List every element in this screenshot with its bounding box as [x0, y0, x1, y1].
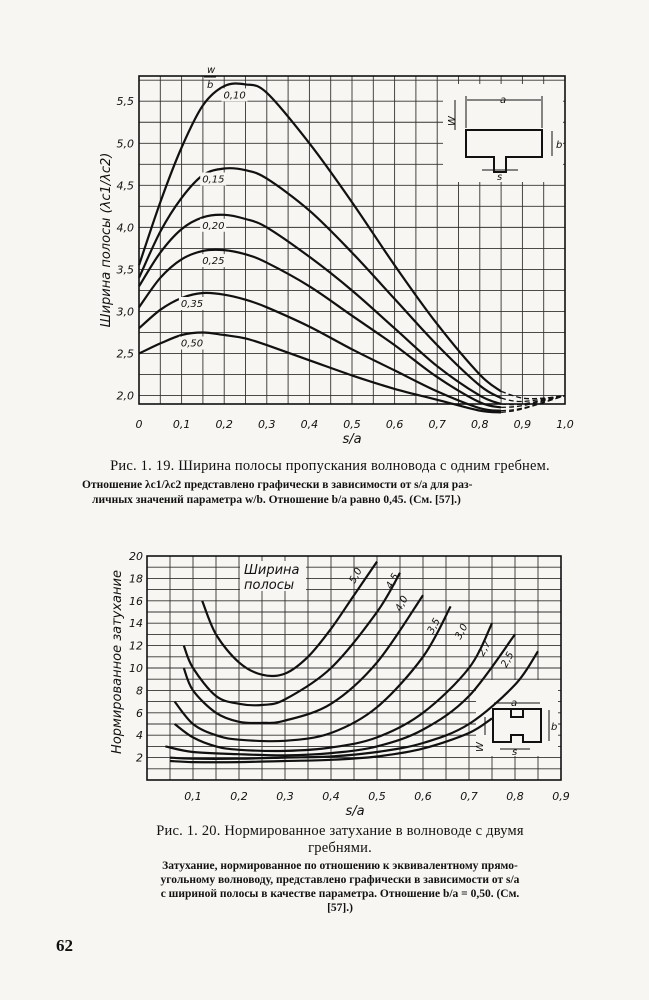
- figure1-caption-note-1: Отношение λc1/λc2 представлено графически в зависимости от s/a для раз-: [82, 479, 473, 491]
- fig2-inset-top-ridge: [511, 709, 523, 717]
- fig1-xtick: 0,2: [215, 418, 233, 431]
- figure1-caption-note-2: личных значений параметра w/b. Отношение b/a равно 0,45. (См. [57].): [92, 494, 461, 506]
- fig2-ytick: 12: [129, 639, 143, 653]
- figure2-caption-note-4: [57].): [327, 902, 353, 914]
- fig2-curve-label-4,0: 4,0: [393, 594, 411, 614]
- fig1-curve-label-0,25: 0,25: [202, 256, 225, 268]
- fig2-inset-a-label: a: [511, 698, 518, 709]
- figure2-caption-note-2: угольному волноводу, представлено графически в зависимости от s/a: [160, 874, 520, 886]
- fig2-xtick: 0,7: [460, 790, 478, 803]
- fig1-curve-tail-0,10: [501, 391, 565, 398]
- fig2-xtick: 0,3: [276, 790, 294, 803]
- fig2-ytick: 6: [136, 706, 143, 720]
- fig1-ytick: 2,0: [116, 389, 134, 403]
- fig1-ytick: 3,5: [116, 263, 134, 277]
- fig2-curve-label-3,0: 3,0: [453, 622, 471, 642]
- fig2-xtick: 0,6: [414, 790, 432, 803]
- fig1-ytick: 2,5: [116, 347, 134, 361]
- fig2-ytick: 8: [136, 684, 143, 698]
- fig1-ytick: 4,0: [116, 221, 134, 235]
- fig1-ytick: 3,0: [116, 305, 134, 319]
- fig2-xtick: 0,9: [552, 790, 570, 803]
- fig1-ytick: 5,0: [116, 137, 134, 151]
- fig1-inset-b-label: b: [556, 140, 563, 151]
- fig1-xtick: 0,6: [385, 418, 404, 431]
- fig2-legend-line2: полосы: [244, 578, 295, 593]
- fig2-xtick: 0,5: [368, 790, 386, 803]
- fig1-curve-label-0,20: 0,20: [202, 220, 225, 232]
- fig1-inset-a-label: a: [500, 95, 507, 106]
- figure2-caption-note-3: с шириной полосы в качестве параметра. Отношение b/a = 0,50. (См.: [160, 888, 520, 900]
- page-number: 62: [56, 936, 73, 955]
- fig1-xtick: 0,1: [172, 418, 191, 431]
- fig2-curve-2,7: [165, 634, 518, 755]
- fig1-curve-label-0,10: 0,10: [223, 90, 246, 102]
- fig1-xtick: 0,3: [258, 418, 276, 431]
- fig2-inset-w-label: W: [475, 742, 486, 752]
- fig2-ytick: 4: [136, 729, 143, 743]
- fig1-xtick: 0,8: [471, 418, 489, 431]
- fig2-curve-label-2,5: 2,5: [499, 650, 517, 670]
- fig1-curve-label-0,50: 0,50: [180, 338, 204, 350]
- fig2-ytick: 10: [129, 662, 143, 675]
- figure1-plot: [99, 65, 574, 447]
- fig1-param-w: w: [207, 65, 216, 76]
- fig2-ytick: 16: [129, 594, 143, 608]
- fig2-legend-line1: Ширина: [244, 563, 300, 578]
- fig2-xtick: 0,8: [506, 790, 524, 803]
- figure2-plot: [110, 550, 570, 819]
- fig2-ytick: 2: [136, 751, 143, 765]
- fig2-xtick: 0,4: [322, 790, 340, 803]
- fig1-xtick: 0,7: [428, 418, 446, 431]
- fig1-xtick: 0,5: [343, 418, 361, 431]
- fig1-ylabel: Ширина полосы (λc1/λc2): [99, 152, 114, 328]
- fig1-curve-0,25: [139, 250, 501, 408]
- fig2-curve-label-5,0: 5,0: [347, 566, 365, 586]
- fig2-ytick: 14: [129, 617, 143, 631]
- fig2-ytick: 20: [129, 550, 143, 563]
- fig2-ylabel: Нормированное затухание: [110, 570, 125, 754]
- fig1-curve-label-0,15: 0,15: [202, 174, 225, 186]
- fig1-inset-w-label: W: [447, 116, 458, 126]
- fig2-inset-s-label: s: [512, 747, 518, 758]
- fig1-ytick: 5,5: [116, 95, 134, 109]
- fig1-curve-0,35: [139, 293, 501, 411]
- fig1-curve-label-0,35: 0,35: [180, 298, 204, 310]
- fig1-xtick: 0: [135, 418, 143, 431]
- fig2-curve-label-4,5: 4,5: [384, 571, 402, 592]
- fig2-xtick: 0,2: [230, 790, 248, 803]
- fig1-xtick: 0,4: [300, 418, 319, 431]
- fig2-ytick: 18: [129, 572, 143, 586]
- fig2-inset-b-label: b: [551, 722, 558, 733]
- fig2-curve-label-2,7: 2,7: [476, 638, 494, 659]
- fig2-xtick: 0,1: [184, 790, 202, 803]
- figure2-caption-note-1: Затухание, нормированное по отношению к эквивалентному прямо-: [162, 860, 518, 872]
- fig1-xtick: 1,0: [556, 418, 574, 431]
- fig1-xtick: 0,9: [513, 418, 532, 431]
- fig2-curve-4,0: [184, 595, 423, 723]
- fig1-ytick: 4,5: [116, 179, 134, 193]
- fig1-param-b: b: [207, 80, 214, 91]
- figure2-caption-title-2: гребнями.: [308, 840, 372, 856]
- figure2-caption-title-1: Рис. 1. 20. Нормированное затухание в волноводе с двумя: [156, 823, 524, 839]
- fig1-xlabel: s/a: [342, 432, 362, 447]
- fig1-inset-s-label: s: [497, 172, 503, 183]
- fig2-curve-label-3,5: 3,5: [425, 616, 443, 636]
- fig2-xlabel: s/a: [345, 804, 365, 819]
- figure1-caption-title: Рис. 1. 19. Ширина полосы пропускания волновода с одним гребнем.: [110, 458, 550, 474]
